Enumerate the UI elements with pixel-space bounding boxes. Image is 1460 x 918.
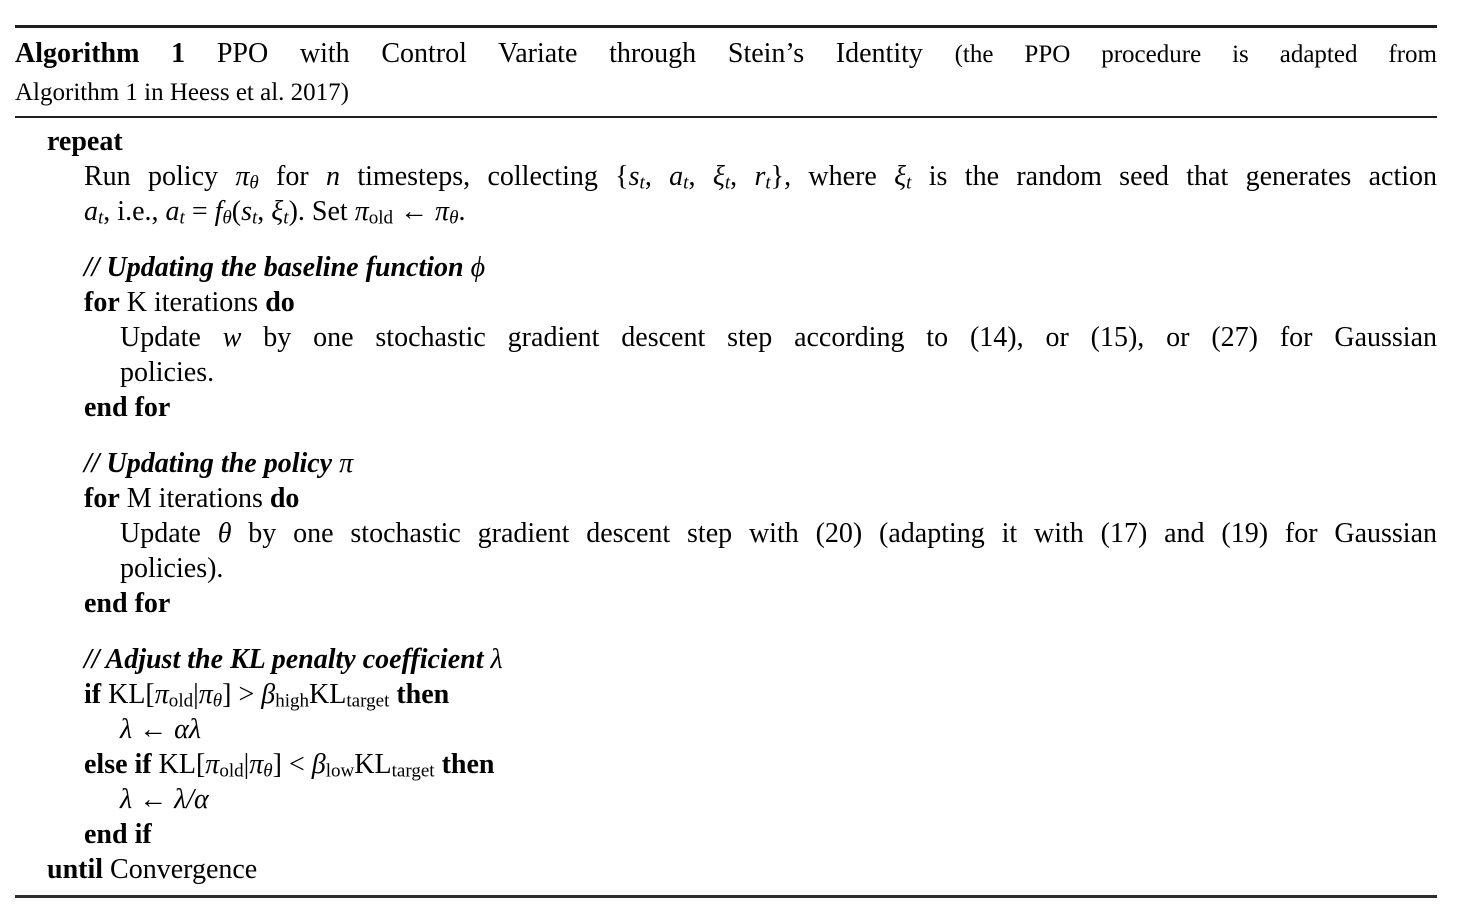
text-segment: λ/α: [174, 784, 209, 815]
text-segment: λ: [120, 714, 133, 745]
text-segment: do: [265, 287, 295, 318]
text-segment: if: [84, 679, 102, 710]
text-segment: is the random seed that generates action: [911, 161, 1438, 192]
text-segment: π: [205, 749, 220, 780]
text-segment: ←: [132, 784, 175, 815]
text-segment: M iterations: [119, 483, 270, 514]
text-segment: // Adjust the KL penalty coefficient: [84, 644, 491, 675]
text-segment: t: [179, 207, 185, 229]
text-segment: repeat: [47, 126, 123, 157]
algorithm-title: PPO with Control Variate through Stein’s Identity: [216, 38, 923, 69]
text-segment: t: [639, 172, 645, 194]
text-segment: , i.e.,: [103, 196, 166, 227]
text-segment: ξ: [894, 161, 907, 192]
text-segment: target: [391, 760, 435, 782]
text-segment: ←: [132, 714, 175, 745]
algorithm-body: [0, 124, 1460, 887]
text-segment: [435, 749, 442, 780]
text-segment: λ: [490, 644, 503, 675]
caption-rule: [15, 116, 1437, 118]
update-theta-statement-line2: [120, 551, 1437, 586]
text-segment: π: [154, 679, 169, 710]
text-segment: for: [84, 483, 120, 514]
top-rule: [15, 25, 1437, 28]
text-segment: for: [84, 287, 120, 318]
text-segment: ] <: [272, 749, 312, 780]
end-for-policy-line: [84, 586, 1437, 621]
text-segment: old: [168, 690, 194, 712]
text-segment: ,: [644, 161, 670, 192]
text-segment: t: [724, 172, 731, 194]
text-segment: f: [214, 196, 223, 227]
text-segment: s: [628, 161, 640, 192]
repeat-keyword-line: [47, 124, 1437, 159]
text-segment: }, where: [770, 161, 895, 192]
text-segment: π: [435, 196, 450, 227]
comment-updating-baseline: [84, 250, 1437, 285]
text-segment: π: [249, 749, 264, 780]
text-segment: Run policy: [84, 161, 236, 192]
text-segment: KL[: [101, 679, 155, 710]
text-segment: end for: [84, 588, 171, 619]
update-theta-statement-line1: [120, 516, 1437, 551]
text-segment: β: [311, 749, 326, 780]
text-segment: .: [458, 196, 466, 227]
text-segment: π: [354, 196, 369, 227]
comment-adjust-kl: [84, 642, 1437, 677]
text-segment: policies).: [120, 553, 224, 584]
text-segment: end if: [84, 819, 152, 850]
text-segment: // Updating the baseline function: [84, 252, 471, 283]
text-segment: ,: [730, 161, 755, 192]
text-segment: a: [669, 161, 684, 192]
text-segment: θ: [249, 172, 259, 194]
text-segment: (: [231, 196, 242, 227]
caption-line-1: [15, 33, 1437, 75]
update-w-statement-line2: [120, 355, 1437, 390]
run-policy-statement-line1: [84, 159, 1437, 194]
text-segment: ] >: [222, 679, 262, 710]
text-segment: old: [219, 760, 244, 782]
text-segment: t: [98, 207, 104, 229]
text-segment: for: [258, 161, 327, 192]
text-segment: π: [339, 448, 354, 479]
text-segment: ←: [393, 196, 436, 227]
text-segment: t: [765, 172, 771, 194]
text-segment: ). Set: [288, 196, 355, 227]
text-segment: |: [193, 679, 199, 710]
text-segment: Update: [120, 322, 223, 353]
end-for-baseline-line: [84, 390, 1437, 425]
text-segment: t: [683, 172, 689, 194]
text-segment: high: [275, 690, 310, 712]
text-segment: ,: [257, 196, 272, 227]
text-segment: θ: [222, 207, 232, 229]
update-w-statement-line1: [120, 320, 1437, 355]
text-segment: KL: [309, 679, 347, 710]
text-segment: KL: [354, 749, 392, 780]
text-segment: by one stochastic gradient descent step with (20) (adapting it with (17) and (19) for Gaussian: [231, 518, 1438, 549]
text-segment: a: [165, 196, 180, 227]
text-segment: KL[: [151, 749, 206, 780]
text-segment: a: [84, 196, 98, 227]
text-segment: |: [243, 749, 250, 780]
algorithm-number-label: Algorithm 1: [15, 38, 186, 69]
text-segment: ξ: [712, 161, 725, 192]
text-segment: t: [906, 172, 912, 194]
for-m-iterations-line: [84, 481, 1437, 516]
lambda-increase-line: [120, 712, 1437, 747]
text-segment: θ: [263, 760, 273, 782]
for-k-iterations-line: [84, 285, 1437, 320]
text-segment: until: [47, 854, 104, 885]
bottom-rule: [15, 895, 1437, 898]
text-segment: =: [184, 196, 215, 227]
text-segment: then: [441, 749, 495, 780]
text-segment: t: [283, 207, 289, 229]
else-if-kl-low-line: [84, 747, 1437, 782]
text-segment: n: [326, 161, 341, 192]
text-segment: θ: [212, 690, 223, 712]
text-segment: αλ: [174, 714, 201, 745]
text-segment: w: [222, 322, 242, 353]
text-segment: by one stochastic gradient descent step according to (14), or (15), or (27) for Gaussian: [241, 322, 1437, 353]
end-if-line: [84, 817, 1437, 852]
text-segment: r: [754, 161, 766, 192]
text-segment: t: [251, 207, 258, 229]
if-kl-high-line: [84, 677, 1437, 712]
text-segment: π: [198, 679, 213, 710]
text-segment: ,: [688, 161, 713, 192]
text-segment: K iterations: [119, 287, 266, 318]
text-segment: θ: [217, 518, 232, 549]
text-segment: else if: [84, 749, 152, 780]
text-segment: end for: [84, 392, 171, 423]
text-segment: β: [261, 679, 276, 710]
algorithm-caption: [15, 33, 1437, 111]
caption-line-2: [15, 75, 1437, 111]
text-segment: do: [269, 483, 300, 514]
text-segment: old: [368, 207, 394, 229]
text-segment: policies.: [120, 357, 215, 388]
text-segment: Update: [120, 518, 218, 549]
text-segment: timesteps, collecting {: [340, 161, 629, 192]
run-policy-statement-line2: [84, 194, 1437, 229]
text-segment: λ: [120, 784, 133, 815]
text-segment: ξ: [271, 196, 284, 227]
text-segment: target: [346, 690, 390, 712]
comment-updating-policy: [84, 446, 1437, 481]
caption-note-part2: Algorithm 1 in Heess et al. 2017): [15, 79, 349, 106]
caption-note-part1: (the PPO procedure is adapted from: [954, 41, 1437, 68]
text-segment: // Updating the policy: [84, 448, 340, 479]
text-segment: π: [235, 161, 250, 192]
text-segment: then: [396, 679, 450, 710]
text-segment: ϕ: [470, 252, 486, 283]
text-segment: low: [325, 760, 355, 782]
lambda-decrease-line: [120, 782, 1437, 817]
until-convergence-line: [47, 852, 1437, 887]
text-segment: θ: [449, 207, 459, 229]
text-segment: s: [241, 196, 252, 227]
text-segment: Convergence: [103, 854, 258, 885]
